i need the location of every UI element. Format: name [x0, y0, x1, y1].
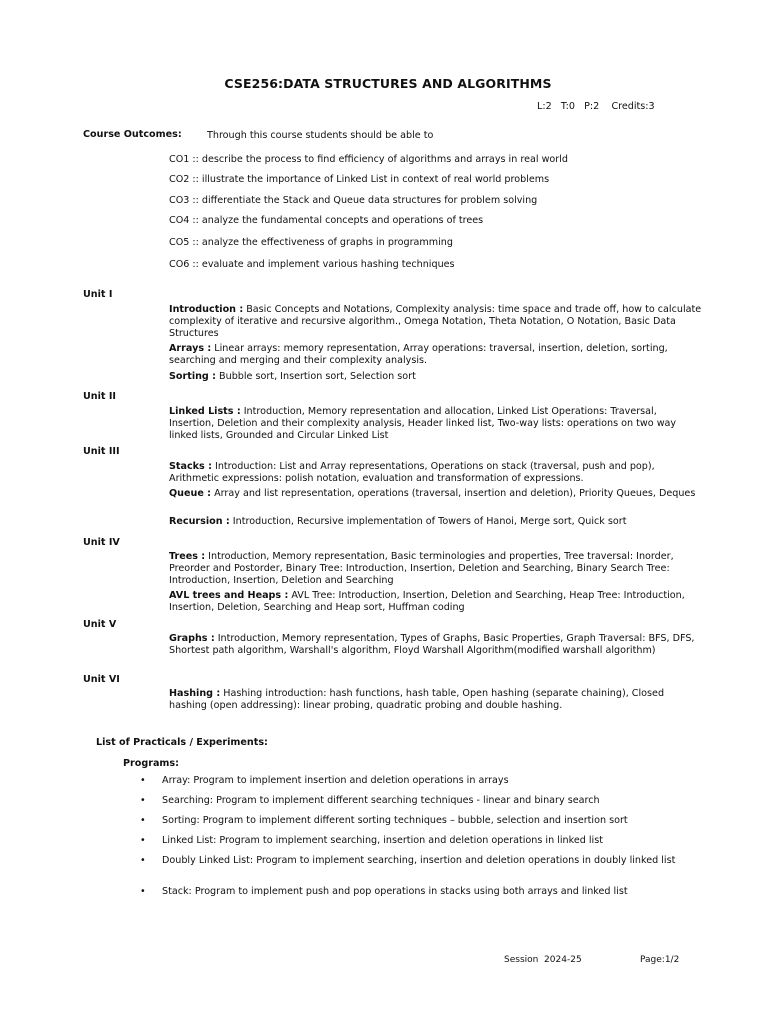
bullet-icon: • — [140, 795, 146, 806]
unit-label: Unit III — [83, 446, 120, 457]
unit-topic — [169, 343, 704, 367]
topic-text: AVL Tree: Introduction, Insertion, Deletion and Searching, Heap Tree: Introduction, Insertion, Deletion, Searching and Heap sort, Huffman coding — [169, 590, 685, 613]
credits-line: L:2 T:0 P:2 Credits:3 — [537, 101, 655, 112]
topic-heading: Introduction : — [169, 304, 244, 315]
bullet-icon: • — [140, 775, 146, 786]
bullet-icon: • — [140, 886, 146, 897]
topic-text: Introduction, Memory representation and allocation, Linked List Operations: Traversal, Insertion, Deletion and their complexity analysis, Header linked list, Two-way lists: operations on two way linked lists, Grounded and Circular Linked List — [169, 406, 677, 441]
topic-text: Introduction: List and Array representations, Operations on stack (traversal, push and pop), Arithmetic expressions: polish notation, evaluation and transformation of expressions. — [169, 461, 655, 484]
session-label: Session 2024-25 — [504, 955, 582, 965]
topic-text: Introduction, Memory representation, Basic terminologies and properties, Tree traversal: Inorder, Preorder and Postorder, Binary Tree: Introduction, Insertion, Deletion and Searching, Binary Search Tree: Introduction, Insertion, Deletion and Searching — [169, 551, 674, 586]
program-item: Stack: Program to implement push and pop operations in stacks using both arrays and linked list — [162, 886, 628, 897]
topic-text: Array and list representation, operations (traversal, insertion and deletion), Priority Queues, Deques — [211, 488, 696, 499]
unit-topic — [169, 461, 704, 485]
program-item: Sorting: Program to implement different sorting techniques – bubble, selection and insertion sort — [162, 815, 628, 826]
unit-label: Unit IV — [83, 537, 120, 548]
bullet-icon: • — [140, 855, 146, 866]
course-outcome-item: CO2 :: illustrate the importance of Linked List in context of real world problems — [169, 174, 550, 185]
course-outcomes-intro: Through this course students should be able to — [207, 130, 434, 141]
course-outcome-item: CO1 :: describe the process to find efficiency of algorithms and arrays in real world — [169, 154, 568, 165]
topic-text: Introduction, Recursive implementation of Towers of Hanoi, Merge sort, Quick sort — [229, 516, 627, 527]
topic-heading: Graphs : — [169, 633, 215, 644]
course-outcome-item: CO3 :: differentiate the Stack and Queue data structures for problem solving — [169, 195, 538, 206]
unit-topic — [169, 371, 704, 383]
unit-topic — [169, 304, 704, 340]
page-title: CSE256:DATA STRUCTURES AND ALGORITHMS — [224, 76, 552, 91]
topic-text: Bubble sort, Insertion sort, Selection sort — [215, 371, 416, 382]
unit-topic — [169, 590, 704, 614]
program-item: Doubly Linked List: Program to implement searching, insertion and deletion operations in doubly linked list — [162, 855, 676, 866]
topic-heading: Queue : — [169, 488, 212, 499]
unit-topic — [169, 688, 704, 712]
page-number: Page:1/2 — [640, 955, 680, 965]
unit-topic — [169, 516, 704, 528]
unit-label: Unit V — [83, 619, 117, 630]
practicals-title: List of Practicals / Experiments: — [96, 737, 268, 748]
programs-label: Programs: — [123, 758, 179, 769]
topic-text: Linear arrays: memory representation, Array operations: traversal, insertion, deletion, sorting, searching and merging and their complexity analysis. — [169, 343, 668, 366]
bullet-icon: • — [140, 815, 146, 826]
bullet-icon: • — [140, 835, 146, 846]
program-item: Searching: Program to implement different searching techniques - linear and binary search — [162, 795, 600, 806]
topic-heading: Sorting : — [169, 371, 216, 382]
topic-heading: Stacks : — [169, 461, 212, 472]
topic-heading: Arrays : — [169, 343, 212, 354]
topic-text: Introduction, Memory representation, Types of Graphs, Basic Properties, Graph Traversal: BFS, DFS, Shortest path algorithm, Warshall's algorithm, Floyd Warshall Algorithm(modified warshall algorithm) — [169, 633, 695, 656]
course-outcome-item: CO5 :: analyze the effectiveness of graphs in programming — [169, 237, 453, 248]
unit-topic — [169, 633, 704, 657]
topic-heading: Trees : — [169, 551, 206, 562]
unit-label: Unit I — [83, 289, 113, 300]
course-outcome-item: CO6 :: evaluate and implement various hashing techniques — [169, 259, 455, 270]
unit-topic — [169, 488, 704, 500]
unit-topic — [169, 406, 704, 442]
topic-text: Hashing introduction: hash functions, hash table, Open hashing (separate chaining), Closed hashing (open addressing): linear probing, quadratic probing and double hashing. — [169, 688, 665, 711]
topic-heading: AVL trees and Heaps : — [169, 590, 289, 601]
unit-topic — [169, 551, 704, 587]
course-outcomes-label: Course Outcomes: — [83, 129, 182, 140]
topic-heading: Linked Lists : — [169, 406, 241, 417]
unit-label: Unit VI — [83, 674, 120, 685]
topic-heading: Hashing : — [169, 688, 221, 699]
topic-text: Basic Concepts and Notations, Complexity analysis: time space and trade off, how to calculate complexity of iterative and recursive algorithm., Omega Notation, Theta Notation, O Notation, Basic Data Structures — [169, 304, 702, 339]
unit-label: Unit II — [83, 391, 116, 402]
program-item: Linked List: Program to implement searching, insertion and deletion operations in linked list — [162, 835, 603, 846]
course-outcome-item: CO4 :: analyze the fundamental concepts and operations of trees — [169, 215, 484, 226]
topic-heading: Recursion : — [169, 516, 230, 527]
program-item: Array: Program to implement insertion and deletion operations in arrays — [162, 775, 509, 786]
